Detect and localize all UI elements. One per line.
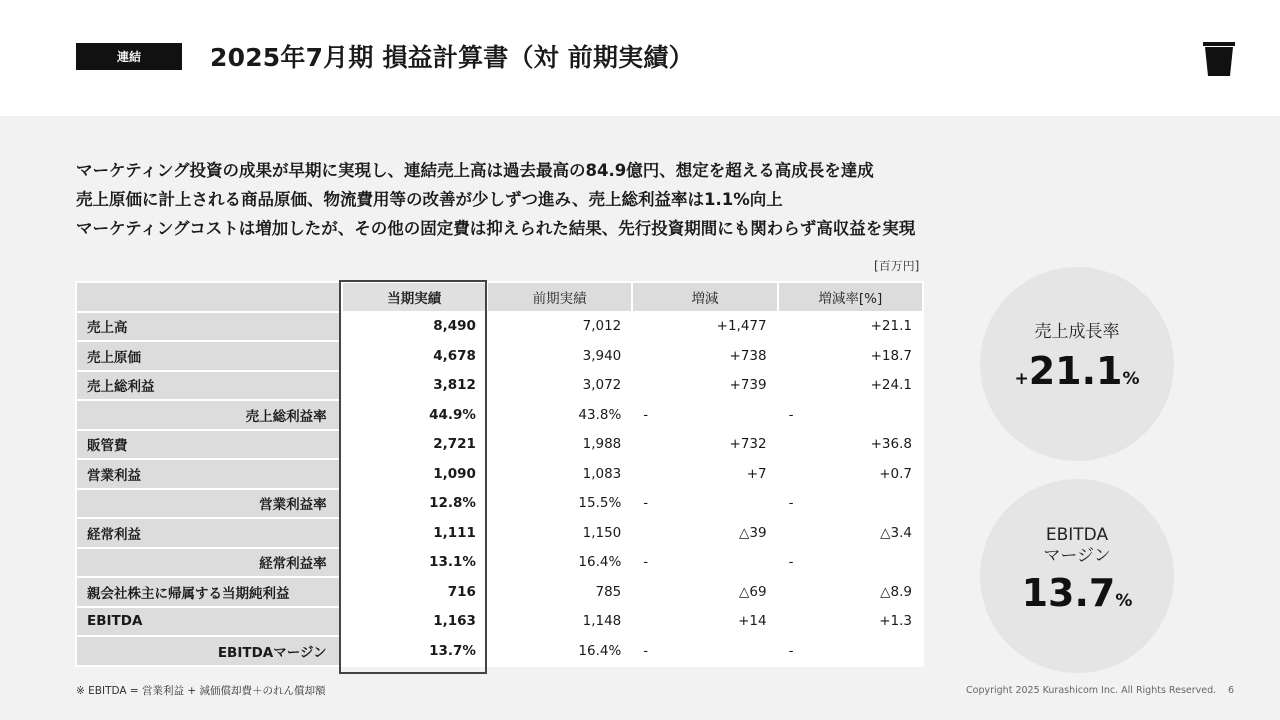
kpi-label: 売上成長率 — [1034, 322, 1120, 342]
previous-value: 15.5% — [487, 489, 632, 519]
summary-line: 売上原価に計上される商品原価、物流費用等の改善が少しずつ進み、売上総利益率は1.1%向上 — [76, 190, 783, 209]
rate-value: △3.4 — [778, 518, 923, 548]
kpi-sign: + — [1014, 369, 1029, 389]
kpi-label: マージン — [1043, 546, 1111, 566]
previous-value: 785 — [487, 577, 632, 607]
row-label: EBITDA — [76, 607, 342, 637]
row-label: 経常利益率 — [76, 548, 342, 578]
row-label: 売上総利益 — [76, 371, 342, 401]
sales-growth-kpi — [980, 267, 1174, 461]
copyright: Copyright 2025 Kurashicom Inc. All Rights Reserved. — [966, 685, 1217, 696]
table-row — [76, 312, 923, 342]
table-row — [76, 577, 923, 607]
current-value: 3,812 — [342, 371, 487, 401]
ebitda-margin-kpi — [980, 479, 1174, 673]
current-value: 1,090 — [342, 459, 487, 489]
current-value: 44.9% — [342, 400, 487, 430]
rate-value: +36.8 — [778, 430, 923, 460]
previous-value: 16.4% — [487, 548, 632, 578]
table-row — [76, 459, 923, 489]
income-statement-table — [75, 281, 924, 667]
page-number: 6 — [1228, 685, 1235, 696]
rate-value: - — [778, 636, 923, 666]
kpi-value — [980, 349, 1174, 393]
header-change: 増減 — [632, 282, 777, 312]
change-value: △39 — [632, 518, 777, 548]
table-row — [76, 489, 923, 519]
table-row — [76, 636, 923, 666]
table-header-row — [76, 282, 923, 312]
previous-value: 1,083 — [487, 459, 632, 489]
table-row — [76, 341, 923, 371]
change-value: +738 — [632, 341, 777, 371]
current-value: 12.8% — [342, 489, 487, 519]
current-value: 716 — [342, 577, 487, 607]
summary-bullets — [76, 156, 915, 243]
header-blank — [76, 282, 342, 312]
previous-value: 1,988 — [487, 430, 632, 460]
rate-value: +1.3 — [778, 607, 923, 637]
change-value: △69 — [632, 577, 777, 607]
previous-value: 3,940 — [487, 341, 632, 371]
current-value: 2,721 — [342, 430, 487, 460]
previous-value: 43.8% — [487, 400, 632, 430]
row-label: 経常利益 — [76, 518, 342, 548]
kpi-unit: % — [1115, 591, 1133, 611]
row-label: 販管費 — [76, 430, 342, 460]
consolidated-tag: 連結 — [76, 43, 182, 70]
table-row — [76, 371, 923, 401]
row-label: 売上総利益率 — [76, 400, 342, 430]
rate-value: +24.1 — [778, 371, 923, 401]
previous-value: 7,012 — [487, 312, 632, 342]
current-value: 13.7% — [342, 636, 487, 666]
table-row — [76, 430, 923, 460]
row-label: 営業利益 — [76, 459, 342, 489]
rate-value: +18.7 — [778, 341, 923, 371]
previous-value: 16.4% — [487, 636, 632, 666]
previous-value: 1,150 — [487, 518, 632, 548]
cup-logo-icon — [1203, 42, 1235, 76]
page-title: 2025年7月期 損益計算書（対 前期実績） — [210, 43, 694, 72]
summary-line: マーケティングコストは増加したが、その他の固定費は抑えられた結果、先行投資期間にも関わらず高収益を実現 — [76, 219, 916, 238]
unit-label: [百万円] — [874, 259, 920, 273]
row-label: 売上高 — [76, 312, 342, 342]
current-value: 8,490 — [342, 312, 487, 342]
change-value: - — [632, 636, 777, 666]
row-label: 親会社株主に帰属する当期純利益 — [76, 577, 342, 607]
header-rate: 増減率[%] — [778, 282, 923, 312]
kpi-unit: % — [1122, 369, 1140, 389]
change-value: - — [632, 548, 777, 578]
current-value: 1,163 — [342, 607, 487, 637]
row-label: 売上原価 — [76, 341, 342, 371]
table-row — [76, 548, 923, 578]
previous-value: 3,072 — [487, 371, 632, 401]
kpi-label: EBITDA — [1045, 525, 1109, 545]
kpi-value — [980, 571, 1174, 615]
rate-value: +21.1 — [778, 312, 923, 342]
table-row — [76, 607, 923, 637]
change-value: - — [632, 489, 777, 519]
current-value: 4,678 — [342, 341, 487, 371]
rate-value: +0.7 — [778, 459, 923, 489]
current-value: 13.1% — [342, 548, 487, 578]
rate-value: - — [778, 400, 923, 430]
row-label: 営業利益率 — [76, 489, 342, 519]
current-value: 1,111 — [342, 518, 487, 548]
change-value: +7 — [632, 459, 777, 489]
header-previous: 前期実績 — [487, 282, 632, 312]
change-value: +14 — [632, 607, 777, 637]
kpi-number: 21.1 — [1028, 349, 1123, 393]
previous-value: 1,148 — [487, 607, 632, 637]
change-value: +732 — [632, 430, 777, 460]
rate-value: - — [778, 548, 923, 578]
slide-header — [0, 0, 1280, 116]
change-value: +739 — [632, 371, 777, 401]
table-row — [76, 518, 923, 548]
row-label: EBITDAマージン — [76, 636, 342, 666]
summary-line: マーケティング投資の成果が早期に実現し、連結売上高は過去最高の84.9億円、想定を超える高成長を達成 — [76, 161, 874, 180]
change-value: +1,477 — [632, 312, 777, 342]
rate-value: - — [778, 489, 923, 519]
table-row — [76, 400, 923, 430]
header-current: 当期実績 — [342, 282, 487, 312]
kpi-number: 13.7 — [1021, 571, 1116, 615]
rate-value: △8.9 — [778, 577, 923, 607]
change-value: - — [632, 400, 777, 430]
footnote: ※ EBITDA = 営業利益 + 減価償却費＋のれん償却額 — [76, 685, 326, 697]
